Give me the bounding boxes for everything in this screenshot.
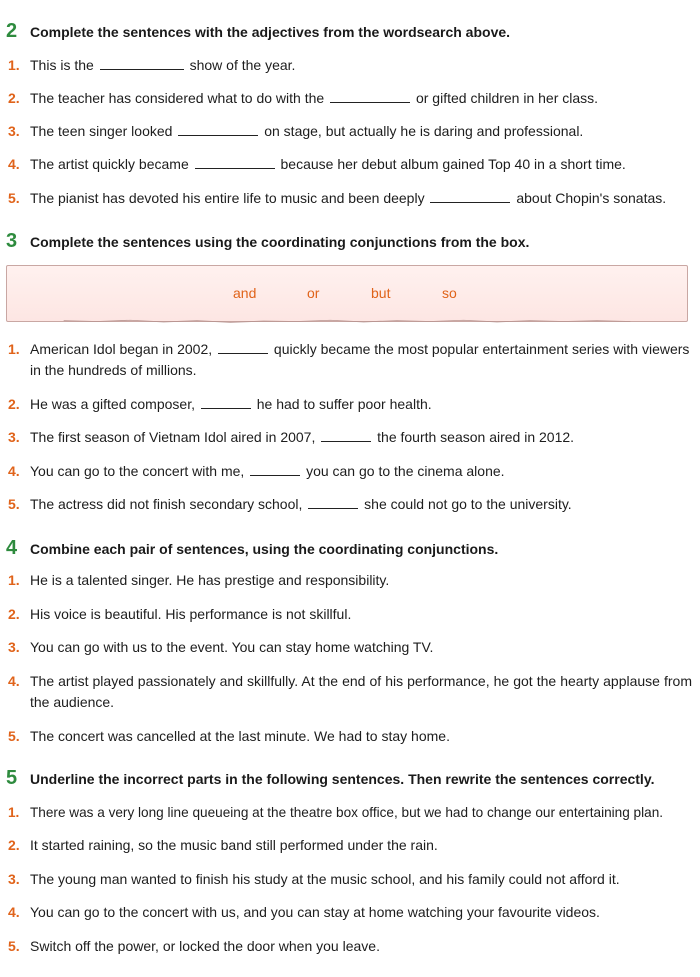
item-text-after: on stage, but actually he is daring and professional. [264,123,584,139]
answer-blank[interactable] [321,429,371,442]
exercise-item [8,188,692,209]
item-text-before: The teen singer looked [30,123,173,139]
answer-blank[interactable] [178,123,258,136]
item-text-before: The teacher has considered what to do with the [30,90,325,106]
item-text-after: the fourth season aired in 2012. [377,429,575,445]
section-title: Complete the sentences with the adjectives from the wordsearch above. [30,24,511,40]
section-2-heading [6,20,510,43]
exercise-item [8,604,692,625]
item-text-after: or gifted children in her class. [415,90,599,106]
exercise-item [8,88,692,109]
item-number: 5. [8,496,20,512]
item-text-before: The first season of Vietnam Idol aired in 2007, [30,429,316,445]
item-text-after: show of the year. [189,57,296,73]
word-but: but [371,285,391,301]
answer-blank[interactable] [308,496,358,509]
exercise-item [8,394,692,415]
item-number: 3. [8,123,20,139]
item-text-after: quickly became the most popular entertainment series with viewers in the hundreds of millions. [30,341,690,378]
item-number: 5. [8,938,20,954]
answer-blank[interactable] [330,90,410,103]
item-number: 2. [8,837,20,853]
item-number: 4. [8,463,20,479]
item-number: 5. [8,728,20,744]
word-or: or [307,285,320,301]
section-number: 4 [6,537,18,559]
section-number: 3 [6,230,18,252]
item-text: The young man wanted to finish his study at the music school, and his family could not afford it. [30,871,620,887]
exercise-item [8,427,692,448]
exercise-item [8,55,692,76]
section-title: Underline the incorrect parts in the following sentences. Then rewrite the sentences correctly. [30,771,655,787]
item-text-before: The actress did not finish secondary school, [30,496,303,512]
word-so: so [442,285,457,301]
item-text-before: American Idol began in 2002, [30,341,213,357]
answer-blank[interactable] [250,463,300,476]
exercise-item [8,121,692,142]
section-3-heading [6,230,529,253]
item-text-before: You can go to the concert with me, [30,463,245,479]
exercise-item [8,339,692,381]
item-text-before: The pianist has devoted his entire life to music and been deeply [30,190,425,206]
item-number: 1. [8,805,20,820]
section-title: Complete the sentences using the coordinating conjunctions from the box. [30,234,530,250]
item-text: It started raining, so the music band still performed under the rain. [30,837,438,853]
word-and: and [233,285,257,301]
item-number: 1. [8,572,20,588]
section-number: 2 [6,20,18,42]
item-number: 1. [8,341,20,357]
item-text: His voice is beautiful. His performance is not skillful. [30,606,352,622]
item-number: 4. [8,156,20,172]
exercise-item [8,671,692,713]
item-number: 5. [8,190,20,206]
item-text-after: about Chopin's sonatas. [516,190,667,206]
item-number: 3. [8,429,20,445]
section-4-heading [6,537,498,560]
item-number: 4. [8,904,20,920]
item-text-before: He was a gifted composer, [30,396,195,412]
exercise-item [8,869,692,890]
exercise-item [8,835,692,856]
exercise-item [8,570,692,591]
item-text-after: she could not go to the university. [364,496,572,512]
item-number: 3. [8,871,20,887]
item-number: 2. [8,90,20,106]
torn-edge-decoration [7,319,687,324]
item-text-after: you can go to the cinema alone. [306,463,505,479]
item-text-before: This is the [30,57,94,73]
item-number: 4. [8,673,20,689]
exercise-item [8,936,692,957]
item-number: 3. [8,639,20,655]
exercise-item [8,154,692,175]
item-text: Switch off the power, or locked the door when you leave. [30,938,380,954]
section-5-heading [6,767,654,790]
item-text: The artist played passionately and skillfully. At the end of his performance, he got the hearty applause from the audience. [30,673,692,710]
section-number: 5 [6,767,18,789]
exercise-item [8,726,692,747]
item-text-before: The artist quickly became [30,156,189,172]
answer-blank[interactable] [195,156,275,169]
item-text: The concert was cancelled at the last minute. We had to stay home. [30,728,450,744]
exercise-item [8,802,692,823]
exercise-item [8,637,692,658]
item-text: You can go with us to the event. You can stay home watching TV. [30,639,434,655]
item-text: He is a talented singer. He has prestige and responsibility. [30,572,390,588]
item-number: 2. [8,396,20,412]
item-number: 2. [8,606,20,622]
item-text-after: because her debut album gained Top 40 in a short time. [280,156,626,172]
item-text: You can go to the concert with us, and you can stay at home watching your favourite videos. [30,904,600,920]
item-text: There was a very long line queueing at the theatre box office, but we had to change our entertaining plan. [30,805,664,820]
section-title: Combine each pair of sentences, using the coordinating conjunctions. [30,541,499,557]
conjunction-word-box [6,265,688,322]
answer-blank[interactable] [201,396,251,409]
answer-blank[interactable] [430,190,510,203]
exercise-item [8,461,692,482]
item-text-after: he had to suffer poor health. [256,396,432,412]
answer-blank[interactable] [100,57,184,70]
exercise-item [8,494,692,515]
item-number: 1. [8,57,20,73]
answer-blank[interactable] [218,341,268,354]
exercise-item [8,902,692,923]
